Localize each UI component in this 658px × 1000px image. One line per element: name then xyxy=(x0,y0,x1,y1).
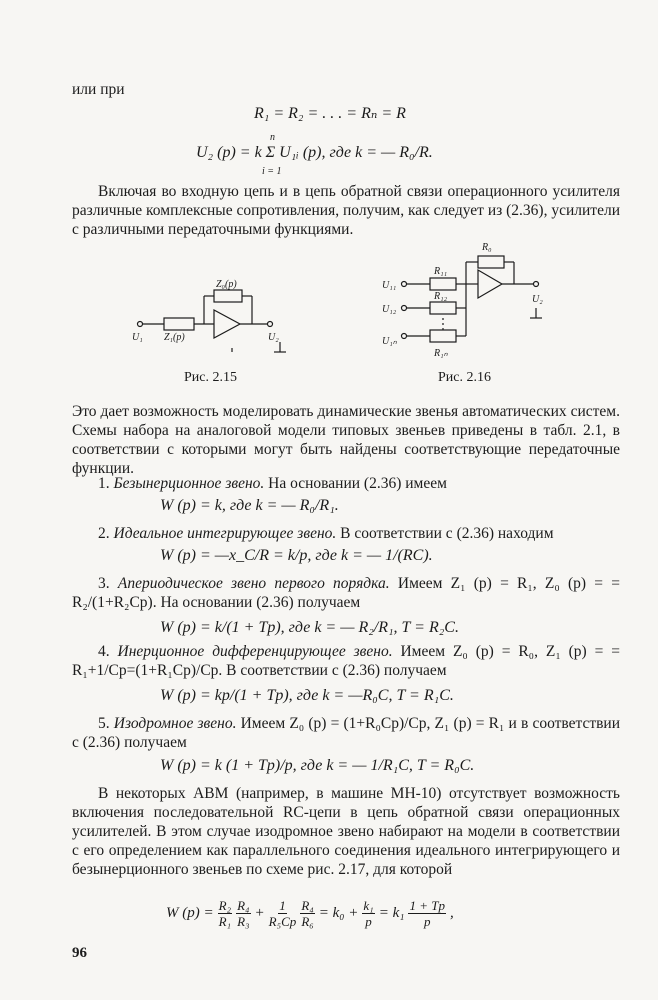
output-terminal xyxy=(268,322,273,327)
fraction-1-r5cp-num: 1 xyxy=(279,898,286,913)
fraction-r2-r1 xyxy=(218,898,232,929)
item-1-text: На основании (2.36) имеем xyxy=(268,475,447,492)
label-r12: R₁₂ xyxy=(434,291,448,302)
feedback-resistor-r0 xyxy=(478,256,504,268)
fraction-1-r5cp-den: R₅Cp xyxy=(268,914,297,929)
item-1-formula: W (p) = k, где k = — R₀/R₁. xyxy=(160,497,339,514)
label-z0: Z₀(p) xyxy=(216,279,237,290)
item-1 xyxy=(98,474,447,493)
intro-text: или при xyxy=(72,81,125,98)
sum-upper-limit: n xyxy=(270,132,275,143)
fraction-1tp-p-den: p xyxy=(423,914,431,929)
resistor-r1n xyxy=(430,330,456,342)
item-5 xyxy=(72,714,620,752)
label-u12: U₁₂ xyxy=(382,304,397,315)
caption-fig-2-16: Рис. 2.16 xyxy=(438,370,491,385)
label-u2: U₂ xyxy=(532,294,543,305)
item-2-title: Идеальное интегрирующее звено. xyxy=(113,525,337,542)
item-1-number: 1. xyxy=(98,475,110,492)
feedback-impedance xyxy=(214,290,242,302)
fraction-r4-r6-num: R₄ xyxy=(301,898,314,913)
item-4-number: 4. xyxy=(98,643,110,660)
equation-resistors: R₁ = R₂ = . . . = Rₙ = R xyxy=(254,105,406,122)
fraction-r2-r1-num: R₂ xyxy=(218,898,232,913)
paragraph-intro: Включая во входную цепь и в цепь обратной связи операционного усилителя различные комплексные сопротивления, получим, как следует из (2.36), усилители с различными передаточными функциями. xyxy=(72,183,620,238)
label-u2: U₂ xyxy=(268,332,279,343)
caption-fig-2-15: Рис. 2.15 xyxy=(184,370,237,385)
fraction-r4-r3-num: R₄ xyxy=(237,898,250,913)
item-5-number: 5. xyxy=(98,715,110,732)
fraction-k1-p-den: p xyxy=(365,914,372,929)
item-4 xyxy=(72,642,620,680)
item-5-text: Имеем Z₀ (p) = (1+R₀Cp)/Cp, Z₁ (p) = R₁ и в соответствии с (2.36) получаем xyxy=(72,715,621,751)
paragraph-modeling: Это дает возможность моделировать динамические звенья автоматических систем. Схемы набора на аналоговой модели типовых звеньев приведены в табл. 2.1, в соответствии с которыми могут быть найдены соответствующие передаточные функции. xyxy=(72,403,620,477)
item-3-formula: W (p) = k/(1 + Tp), где k = — R₂/R₁, T = R₂C. xyxy=(160,619,459,636)
item-3-title: Апериодическое звено первого порядка. xyxy=(117,575,390,592)
label-z1: Z₁(p) xyxy=(164,332,185,343)
fraction-r4-r3 xyxy=(236,898,250,929)
equals-k0: = k₀ + xyxy=(318,905,359,921)
sum-lower-limit: i = 1 xyxy=(262,166,282,177)
final-comma: , xyxy=(449,905,454,921)
item-3 xyxy=(72,574,620,612)
item-3-number: 3. xyxy=(98,575,110,592)
item-4-formula: W (p) = kp/(1 + Tp), где k = —R₀C, T = R₁C. xyxy=(160,687,454,704)
label-u1: U₁ xyxy=(132,332,143,343)
fraction-r4-r6 xyxy=(300,898,314,929)
item-5-formula: W (p) = k (1 + Tp)/p, где k = — 1/R₁C, T = R₀C. xyxy=(160,757,475,774)
opamp-triangle xyxy=(478,270,502,298)
fraction-k1-p-num: k₁ xyxy=(363,898,374,913)
equation-u2: U₂ (p) = k Σ U₁ᵢ (p), где k = — R₀/R. xyxy=(196,144,433,161)
label-u11: U₁₁ xyxy=(382,280,397,291)
paragraph-isodrome: В некоторых АВМ (например, в машине МН-10) отсутствует возможность включения последовательной RC-цепи в цепь обратной связи операционных усилителей. В этом случае изодромное звено набирают на модели в соответствии с его определением как параллельного соединения идеального интегрирующего и безынерционного звеньев по схеме рис. 2.17, для которой xyxy=(72,785,620,878)
input-impedance xyxy=(164,318,194,330)
fraction-r4-r3-den: R₃ xyxy=(237,914,250,929)
resistor-r12 xyxy=(430,302,456,314)
item-1-title: Безынерционное звено. xyxy=(113,475,265,492)
item-2-text: В соответствии с (2.36) находим xyxy=(340,525,554,542)
fraction-k1-p xyxy=(362,898,374,929)
final-formula xyxy=(166,898,454,929)
fraction-1-r5cp xyxy=(269,898,297,929)
item-4-text: Имеем Z₀ (p) = R₀, Z₁ (p) = = R₁+1/Cp=(1+R₁Cp)/Cp. В соответствии с (2.36) получаем xyxy=(72,643,620,679)
fraction-r4-r6-den: R₆ xyxy=(301,914,314,929)
opamp-triangle xyxy=(214,310,240,338)
label-r0: R₀ xyxy=(482,242,492,253)
figure-2-16-diagram xyxy=(378,236,556,366)
page-number: 96 xyxy=(72,945,87,961)
plus-sign: + xyxy=(254,905,265,921)
equals-k1: = k₁ xyxy=(378,905,405,921)
label-r1n: R₁ₙ xyxy=(434,348,448,359)
resistor-r11 xyxy=(430,278,456,290)
fraction-1tp-p-num: 1 + Tp xyxy=(409,898,445,913)
item-4-title: Инерционное дифференцирующее звено. xyxy=(117,643,393,660)
item-5-title: Изодромное звено. xyxy=(113,715,237,732)
item-2 xyxy=(98,524,554,543)
label-r11: R₁₁ xyxy=(434,266,448,277)
item-3-text: Имеем Z₁ (p) = R₁, Z₀ (p) = = R₂/(1+R₂Cp). На основании (2.36) получаем xyxy=(72,575,620,611)
figure-2-15-diagram xyxy=(128,278,298,366)
label-u1n: U₁ₙ xyxy=(382,336,397,347)
item-2-formula: W (p) = —x_C/R = k/p, где k = — 1/(RC). xyxy=(160,547,433,564)
item-2-number: 2. xyxy=(98,525,110,542)
fraction-r2-r1-den: R₁ xyxy=(218,914,232,929)
input-terminal xyxy=(138,322,143,327)
fraction-1tp-p xyxy=(408,898,446,929)
final-lhs: W (p) = xyxy=(166,905,214,921)
